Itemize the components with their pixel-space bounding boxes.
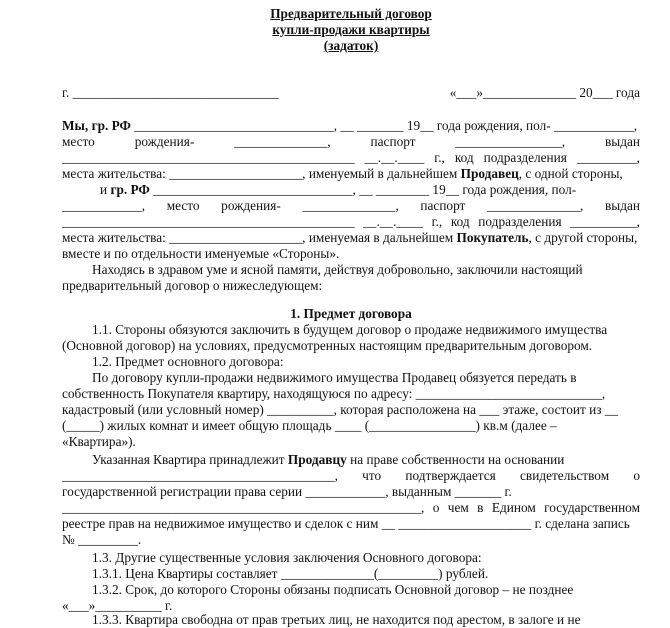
clause-1-3-2-line-1: 1.3.2. Срок, до которого Стороны обязаны подписать Основной договор – не позднее [92,582,574,597]
ownership-line-2: _________________________________________, что подтверждается свидетельством о [62,468,640,483]
ownership-line-4: ______________________________________________________, о чем в Едином государственном [62,500,640,515]
section-1-heading: 1. Предмет договора [290,306,412,321]
preamble-line-2: предварительный договор о нижеследующем: [62,278,323,293]
seller-line-2: место рождения- ______________, паспорт ________________, выдан [62,134,640,149]
doc-subtitle: купли-продажи квартиры [272,22,430,37]
clause-1-3-2-line-2: «___»__________ г. [62,598,173,613]
city-line: г. _______________________________ [62,85,279,100]
clause-1-3-1: 1.3.1. Цена Квартиры составляет ______________(_________) рублей. [92,566,489,581]
doc-title: Предварительный договор [270,6,432,21]
doc-deposit-note: (задаток) [323,38,379,53]
ownership-line-1: Указанная Квартира принадлежит Продавцу на праве собственности на основании [92,452,565,467]
clause-1-2-line-1: По договору купли-продажи недвижимого имущества Продавец обязуется передать в [92,370,577,385]
clause-1-2-heading: 1.2. Предмет основного договора: [92,354,284,369]
buyer-line-2: ____________, место рождения- ______________, паспорт ______________, выдан [62,198,640,213]
preamble-line-1: Находясь в здравом уме и ясной памяти, действуя добровольно, заключили настоящий [92,262,583,277]
ownership-line-3: государственной регистрации права серии ____________, выданным _______ г. [62,484,512,499]
parties-line: вместе и по отдельности именуемые «Стороны». [62,246,340,261]
date-line: «___»______________ 20___ года [449,85,640,100]
clause-1-1-line-2: (Основной договор) на условиях, предусмотренных настоящим предварительным договором. [62,338,593,353]
clause-1-3-3: 1.3.3. Квартира свободна от прав третьих лиц, не находится под арестом, в залоге и не [92,612,581,627]
buyer-line-4: места жительства: ____________________, именуемая в дальнейшем Покупатель, с другой стороны, [62,230,638,245]
clause-1-2-line-4: (_____) жилых комнат и имеет общую площадь ____ (________________) кв.м (далее – [62,418,557,433]
seller-line-3: ____________________________________________ __.__.____ г., код подразделения _________, [62,150,640,165]
ownership-line-5: реестре прав на недвижимое имущество и сделок с ним __ ____________________ г. сделана запись [62,516,630,531]
clause-1-2-line-2: собственность Покупателя квартиру, находящуюся по адресу: ____________________________, [62,386,606,401]
clause-1-1-line-1: 1.1. Стороны обязуются заключить в будущем договор о продаже недвижимого имущества [92,322,608,337]
buyer-line-1: и гр. РФ ______________________________, __ ________ 19__ года рождения, пол- [100,182,577,197]
ownership-line-6: № _________. [62,532,142,547]
buyer-line-3: ____________________________________________ __.__.____ г., код подразделения __________, [62,214,640,229]
clause-1-3-heading: 1.3. Другие существенные условия заключения Основного договора: [92,550,482,565]
seller-line-4: места жительства: ____________________, именуемый в дальнейшем Продавец, с одной стороны, [62,166,623,181]
seller-line-1: Мы, гр. РФ ______________________________, __ _______ 19__ года рождения, пол- ____________, [62,118,638,133]
seller-line-1-rest: ______________________________, __ _______ 19__ года рождения, пол- ____________, [130,118,638,133]
clause-1-2-line-3: кадастровый (или условный номер) __________, которая расположена на ___ этаже, состоит из __ [62,402,619,417]
clause-1-2-line-5: «Квартира»). [62,434,136,449]
